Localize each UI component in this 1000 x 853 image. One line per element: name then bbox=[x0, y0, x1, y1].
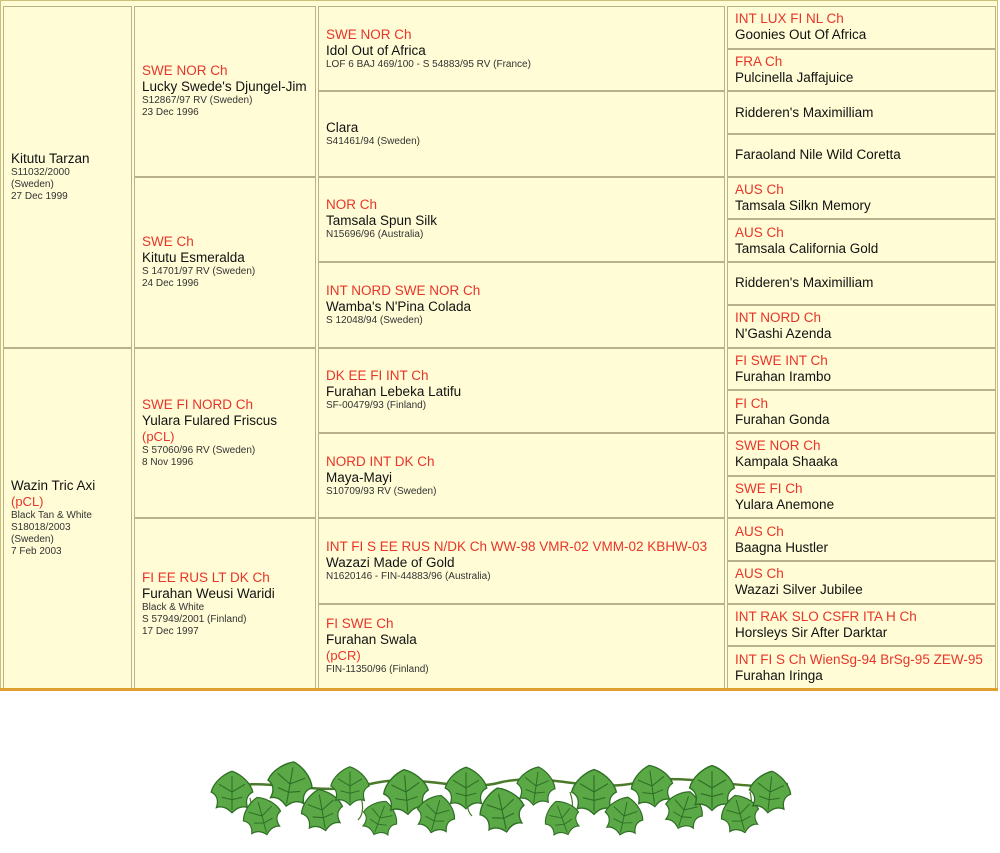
dog-name: Ridderen's Maximilliam bbox=[735, 275, 874, 291]
dog-tag: (pCL) bbox=[11, 494, 44, 510]
dog-name: Maya-Mayi bbox=[326, 469, 393, 485]
dog-title: INT LUX FI NL Ch bbox=[735, 11, 844, 27]
dog-name: N'Gashi Azenda bbox=[735, 326, 832, 342]
pedigree-gen4-cell bbox=[727, 219, 996, 262]
dog-info: N1620146 - FIN-44883/96 (Australia) bbox=[326, 570, 491, 582]
pedigree-gen2-cell bbox=[134, 177, 316, 348]
pedigree-gen4-cell bbox=[727, 134, 996, 177]
dog-title: FI Ch bbox=[735, 395, 769, 411]
dog-info: 24 Dec 1996 bbox=[142, 278, 199, 290]
pedigree-gen4-cell bbox=[727, 646, 996, 689]
pedigree-gen3-cell bbox=[318, 604, 725, 689]
dog-title: FI SWE Ch bbox=[326, 616, 394, 632]
ivy-vine-icon bbox=[210, 758, 794, 848]
pedigree-gen3-cell bbox=[318, 433, 725, 518]
dog-name: Wazin Tric Axi bbox=[11, 478, 96, 494]
dog-title: AUS Ch bbox=[735, 523, 784, 539]
dog-name: Lucky Swede's Djungel-Jim bbox=[142, 79, 307, 95]
pedigree-gen4-cell bbox=[727, 348, 996, 391]
dog-name: Kitutu Esmeralda bbox=[142, 250, 245, 266]
dog-title: SWE FI NORD Ch bbox=[142, 396, 254, 412]
dog-title: INT RAK SLO CSFR ITA H Ch bbox=[735, 608, 917, 624]
dog-name: Idol Out of Africa bbox=[326, 42, 426, 58]
dog-info: 23 Dec 1996 bbox=[142, 107, 199, 119]
dog-info: S 57060/96 RV (Sweden) bbox=[142, 444, 256, 456]
dog-info: S 12048/94 (Sweden) bbox=[326, 314, 423, 326]
pedigree-gen4-cell bbox=[727, 561, 996, 604]
pedigree-gen3-cell bbox=[318, 262, 725, 347]
pedigree-bottom-border bbox=[0, 688, 998, 691]
dog-name: Wazazi Made of Gold bbox=[326, 554, 455, 570]
dog-info: 8 Nov 1996 bbox=[142, 456, 194, 468]
dog-name: Goonies Out Of Africa bbox=[735, 27, 867, 43]
dog-name: Pulcinella Jaffajuice bbox=[735, 70, 854, 86]
pedigree-gen4-cell bbox=[727, 6, 996, 49]
dog-name: Yulara Anemone bbox=[735, 496, 835, 512]
pedigree-gen1-cell bbox=[3, 348, 132, 690]
dog-title: SWE NOR Ch bbox=[326, 26, 412, 42]
dog-name: Horsleys Sir After Darktar bbox=[735, 624, 888, 640]
pedigree-gen2-cell bbox=[134, 348, 316, 519]
dog-info: S41461/94 (Sweden) bbox=[326, 136, 420, 148]
dog-name: Tamsala California Gold bbox=[735, 240, 879, 256]
dog-name: Yulara Fulared Friscus bbox=[142, 412, 278, 428]
pedigree-gen4-cell bbox=[727, 177, 996, 220]
dog-title: NOR Ch bbox=[326, 197, 378, 213]
dog-name: Kitutu Tarzan bbox=[11, 150, 90, 166]
dog-info: LOF 6 BAJ 469/100 - S 54883/95 RV (France) bbox=[326, 58, 531, 70]
dog-name: Wamba's N'Pina Colada bbox=[326, 298, 471, 314]
dog-name: Tamsala Spun Silk bbox=[326, 213, 438, 229]
dog-name: Furahan Irambo bbox=[735, 368, 832, 384]
pedigree-gen4-cell bbox=[727, 604, 996, 647]
dog-info: 17 Dec 1997 bbox=[142, 625, 199, 637]
dog-info: 27 Dec 1999 bbox=[11, 190, 68, 202]
dog-title: INT FI S Ch WienSg-94 BrSg-95 ZEW-95 bbox=[735, 651, 983, 667]
dog-title: FI EE RUS LT DK Ch bbox=[142, 569, 270, 585]
dog-info: S11032/2000 bbox=[11, 166, 70, 178]
dog-info: Black Tan & White bbox=[11, 510, 92, 522]
dog-name: Tamsala Silkn Memory bbox=[735, 198, 871, 214]
pedigree-gen4-cell bbox=[727, 49, 996, 92]
dog-info: S18018/2003 bbox=[11, 522, 71, 534]
dog-title: SWE Ch bbox=[142, 234, 194, 250]
dog-title: FRA Ch bbox=[735, 54, 783, 70]
dog-name: Baagna Hustler bbox=[735, 539, 829, 555]
dog-title: INT FI S EE RUS N/DK Ch WW-98 VMR-02 VMM-02 KBHW-03 bbox=[326, 538, 708, 554]
dog-name: Furahan Iringa bbox=[735, 667, 823, 683]
dog-info: (Sweden) bbox=[11, 534, 54, 546]
dog-name: Kampala Shaaka bbox=[735, 454, 838, 470]
pedigree-gen4-cell bbox=[727, 305, 996, 348]
dog-title: SWE FI Ch bbox=[735, 480, 803, 496]
dog-title: NORD INT DK Ch bbox=[326, 453, 435, 469]
dog-title: INT NORD SWE NOR Ch bbox=[326, 282, 481, 298]
dog-name: Furahan Lebeka Latifu bbox=[326, 384, 462, 400]
pedigree-gen3-cell bbox=[318, 177, 725, 262]
pedigree-gen4-cell bbox=[727, 91, 996, 134]
dog-info: S10709/93 RV (Sweden) bbox=[326, 485, 437, 497]
dog-info: S 57949/2001 (Finland) bbox=[142, 613, 247, 625]
dog-name: Wazazi Silver Jubilee bbox=[735, 582, 863, 598]
dog-info: FIN-11350/96 (Finland) bbox=[326, 664, 429, 676]
dog-info: S12867/97 RV (Sweden) bbox=[142, 95, 253, 107]
dog-name: Furahan Weusi Waridi bbox=[142, 585, 275, 601]
dog-title: AUS Ch bbox=[735, 182, 784, 198]
dog-title: SWE NOR Ch bbox=[142, 63, 228, 79]
pedigree-gen4-cell bbox=[727, 433, 996, 476]
dog-title: INT NORD Ch bbox=[735, 310, 822, 326]
dog-title: FI SWE INT Ch bbox=[735, 352, 828, 368]
dog-info: Black & White bbox=[142, 601, 205, 613]
dog-title: AUS Ch bbox=[735, 566, 784, 582]
dog-info: 7 Feb 2003 bbox=[11, 546, 62, 558]
pedigree-gen3-cell bbox=[318, 518, 725, 603]
dog-name: Clara bbox=[326, 120, 359, 136]
pedigree-gen3-cell bbox=[318, 348, 725, 433]
dog-tag: (pCR) bbox=[326, 648, 361, 664]
dog-tag: (pCL) bbox=[142, 428, 175, 444]
dog-title: SWE NOR Ch bbox=[735, 438, 821, 454]
dog-title: AUS Ch bbox=[735, 224, 784, 240]
dog-info: N15696/96 (Australia) bbox=[326, 229, 424, 241]
pedigree-gen4-cell bbox=[727, 476, 996, 519]
dog-name: Furahan Swala bbox=[326, 632, 417, 648]
pedigree-gen4-cell bbox=[727, 518, 996, 561]
dog-info: (Sweden) bbox=[11, 178, 54, 190]
dog-name: Furahan Gonda bbox=[735, 411, 830, 427]
dog-name: Faraoland Nile Wild Coretta bbox=[735, 147, 901, 163]
pedigree-gen4-cell bbox=[727, 262, 996, 305]
dog-name: Ridderen's Maximilliam bbox=[735, 104, 874, 120]
dog-info: SF-00479/93 (Finland) bbox=[326, 400, 427, 412]
pedigree-gen2-cell bbox=[134, 518, 316, 689]
pedigree-gen1-cell bbox=[3, 6, 132, 348]
dog-title: DK EE FI INT Ch bbox=[326, 368, 429, 384]
pedigree-gen3-cell bbox=[318, 6, 725, 91]
pedigree-gen3-cell bbox=[318, 91, 725, 176]
dog-info: S 14701/97 RV (Sweden) bbox=[142, 266, 256, 278]
pedigree-gen4-cell bbox=[727, 390, 996, 433]
pedigree-gen2-cell bbox=[134, 6, 316, 177]
